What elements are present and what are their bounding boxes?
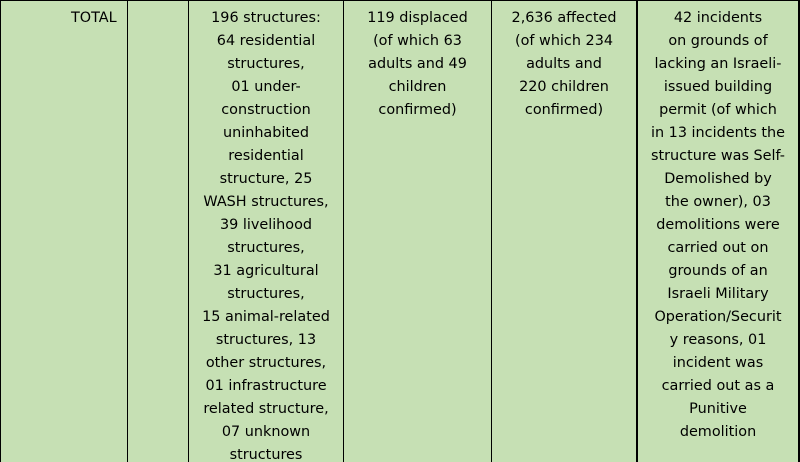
cell-text-line: related structure, (203, 401, 329, 417)
cell-text-line: demolition (679, 424, 757, 440)
row-label-cell (1, 1, 128, 462)
incidents-cell (637, 1, 798, 462)
cell-text-line: 15 animal-related (202, 309, 330, 325)
cell-text-line: Demolished by (664, 171, 772, 187)
cell-text-line: structures, 13 (215, 332, 317, 348)
cell-text-line: y reasons, 01 (669, 332, 767, 348)
cell-text-line: Israeli Military (667, 286, 769, 302)
cell-text-line: 119 displaced (367, 10, 468, 26)
cell-text-line: carried out as a (661, 378, 775, 394)
cell-text-line: adults and (526, 56, 602, 72)
cell-text-line: structures (229, 447, 303, 462)
cell-text-line: the owner), 03 (665, 194, 771, 210)
cell-text-line: construction (221, 102, 311, 118)
cell-text-line: children (388, 79, 447, 95)
cell-text-line: 01 under- (231, 79, 301, 95)
cell-text-line: other structures, (205, 355, 327, 371)
cell-text-line: structures, (227, 240, 305, 256)
cell-text-line: structure was Self- (651, 148, 785, 164)
cell-text-line: 31 agricultural (213, 263, 319, 279)
cell-text-line: incident was (672, 355, 764, 371)
cell-text-line: confirmed) (378, 102, 457, 118)
cell-text-line: residential (228, 148, 304, 164)
cell-text-line: in 13 incidents the (650, 125, 786, 141)
cell-text-line: structures, (227, 56, 305, 72)
cell-text-line: grounds of an (668, 263, 768, 279)
cell-text-line: issued building (663, 79, 773, 95)
cell-text-line: confirmed) (524, 102, 604, 118)
cell-text-line: adults and 49 (368, 56, 467, 72)
cell-text-line: 220 children (519, 79, 609, 95)
cell-text-line: WASH structures, (203, 194, 329, 210)
cell-text-line: 01 infrastructure (205, 378, 327, 394)
cell-text-line: structure, 25 (219, 171, 313, 187)
cell-text-line: 2,636 affected (511, 10, 617, 26)
cell-text-line: Operation/Securit (654, 309, 782, 325)
cell-text-line: (of which 234 (514, 33, 614, 49)
cell-text-line: permit (of which (659, 102, 777, 118)
cell-text-line: (of which 63 (373, 33, 462, 49)
cell-text-line: structures, (227, 286, 305, 302)
cell-text-line: 39 livelihood (219, 217, 313, 233)
row-label: TOTAL (71, 10, 117, 26)
affected-cell (492, 1, 637, 462)
cell-text-line: lacking an Israeli- (654, 56, 782, 72)
cell-text-line: 64 residential (216, 33, 316, 49)
structures-cell (189, 1, 344, 462)
displaced-cell (344, 1, 492, 462)
cell-text-line: 196 structures: (211, 10, 321, 26)
cell-text-line: 07 unknown (221, 424, 311, 440)
cell-text-line: carried out on (667, 240, 769, 256)
cell-text-line: 42 incidents (673, 10, 763, 26)
cell-text-line: Punitive (689, 401, 747, 417)
empty-cell (128, 1, 189, 462)
cell-text-line: uninhabited (222, 125, 310, 141)
cell-text-line: on grounds of (668, 33, 768, 49)
cell-text-line: demolitions were (656, 217, 780, 233)
